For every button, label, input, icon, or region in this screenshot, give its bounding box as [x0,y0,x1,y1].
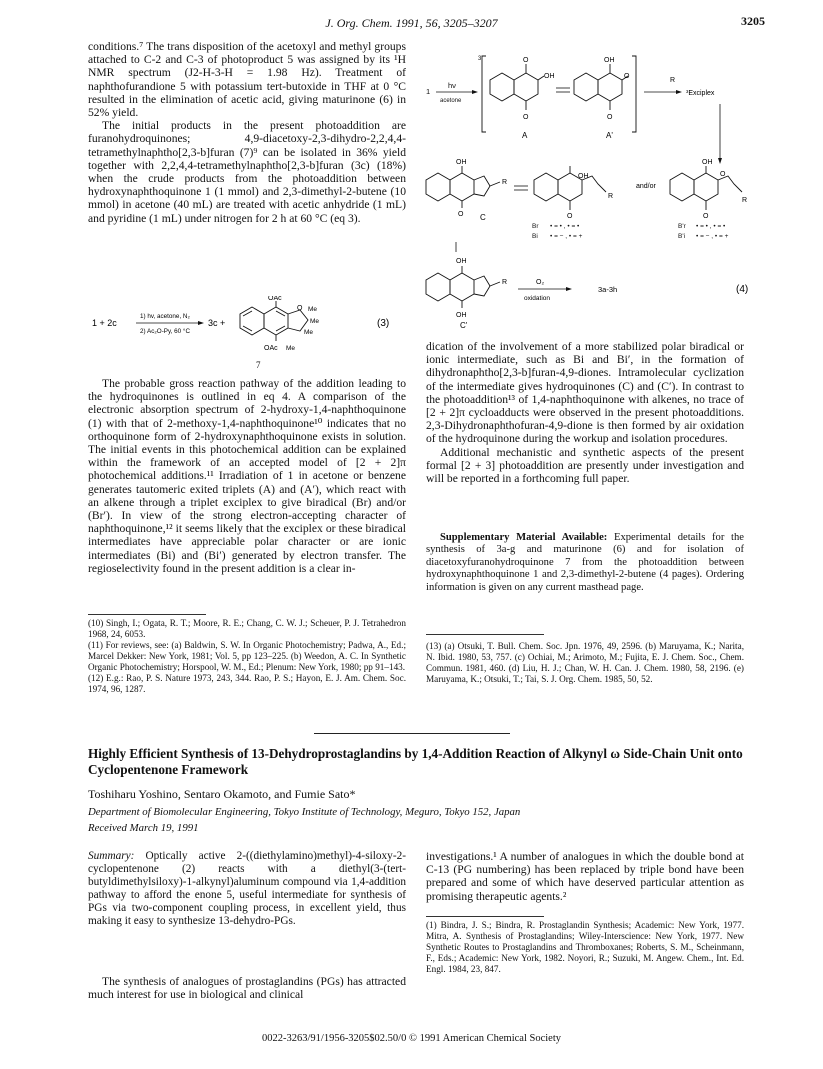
oxygen-label: O [523,114,529,121]
equation-4-scheme [420,42,760,332]
running-header [0,14,823,34]
oh-label: OH [544,73,555,80]
article-received-date: Received March 19, 1991 [88,822,199,834]
reactant-1: 1 [426,87,431,96]
bi-prime-label: B'i [678,233,686,240]
methyl-label: Me [308,306,318,313]
oh-label: OH [604,57,615,64]
structure-a [490,64,544,110]
equation-3 [88,296,406,354]
supplementary-material [426,532,744,594]
oxygen-label: O [720,171,726,178]
o2-label: O₂ [536,279,545,286]
right-footnote: (13) (a) Otsuki, T. Bull. Chem. Soc. Jpn. 1976, 49, 2596. (b) Maruyama, K.; Narita, N. Ibid. 1980, 53, 757. (c) Ochiai, M.; Arimoto, M.; Fujita, E. J. Chem. Soc., Chem. Commun. 1981, 460. (d) Liu, H. J.; Chan, W. H. Can. J. Chem. 1980, 58, 2196. (e) Maruyama, K.; Otsuki, T.; Tai, S. J. Org. Chem. 1985, 50, 52. [426,641,744,684]
r-label: R [670,77,676,84]
eq3-condition-1: 1) hv, acetone, N₂ [140,313,190,320]
article-separator [314,733,510,734]
label-a: A [522,131,528,140]
hv-label: hν [448,81,456,90]
paragraph: The probable gross reaction pathway of the addition leading to the hydroquinones is outlined in eq 4. A comparison of the electronic absorption spectrum of 2-hydroxy-1,4-naphthoquinone (1) with that of 2-methoxy-1,4-naphthoquinone¹⁰ indicates that no orthoquinone form of 2-hydroxynaphthoquinone exists in solution. The initial events in this photochemical addition can be explained within the framework of an accepted model of [2 + 2]π photochemical additions.¹¹ Irradiation of 1 in acetone or benzene generates tautomeric exited triplets (A) and (A′), which react with an alkene through a triplet exciplex to give biradical (Br) and/or (Br′). In view of the strong electron-accepting character of naphthoquinone,¹² it seems likely that the exciplex or these biradical intermediates have appreciable polar character or are ionic intermediates (Bi) and (Bi′) generated by electron transfer. The regioselectivity found in the present addition is a clear in- [88,377,406,575]
oxygen-label: O [607,114,613,121]
left-footnotes [88,618,406,695]
methyl-label: Me [310,318,320,325]
left-column-bottom [88,377,406,575]
structure-a-prime [574,64,628,110]
footnote: (10) Singh, I.; Ogata, R. T.; Moore, R. E.; Chang, C. W. J.; Scheuer, P. J. Tetrahedron 1968, 24, 6053. [88,618,406,639]
article-authors: Toshiharu Yoshino, Sentaro Okamoto, and Fumie Sato* [88,787,356,801]
label-a-prime: A' [606,131,613,140]
equation-number: (3) [377,318,390,329]
footnote: (11) For reviews, see: (a) Baldwin, S. W. In Organic Photochemistry; Padwa, A., Ed.; Marcel Dekker: New York, 1981; Vol. 5, pp 123–225. (b) Weedon, A. C. In Synthetic Organic Photochemistry; Horspool, W. M., Ed.; Plenum: New York, 1980; pp 91–143. [88,640,406,672]
oxygen-label: O [523,57,529,64]
eq3-condition-2: 2) Ac₂O-Py, 60 °C [140,328,190,335]
structure-br [534,166,606,210]
methyl-label: Me [286,345,296,352]
oh-label: OH [456,312,467,319]
article-affiliation: Department of Biomolecular Engineering, Tokyo Institute of Technology, Meguro, Tokyo 152, Japan [88,806,521,818]
oxidation-label: oxidation [524,295,551,302]
paragraph: The initial products in the present photoaddition are furanohydroquinones; 4,9-diacetoxy-2,3-dihydro-2,2,4,4-tetramethylnaphtho[2,3-b]furan (7)⁹ can be isolated in 36% yield together with 2,2,4,4-tetramethylnaphtho[2,3-b]furan (3c) (18%) when the crude products from the photoaddition between hydroxynaphthoquinone 1 (1 mmol) and 2,3-dimethyl-2-butene (10 mmol) in acetone (40 mL) are treated with acetic anhydride (1 mL) and pyridine (1 mL) under nitrogen for 2 h at 60 °C (eq 3). [88,119,406,225]
page-number: 3205 [741,14,765,28]
journal-citation: J. Org. Chem. 1991, 56, 3205–3207 [325,16,498,30]
eq3-product-3c: 3c + [208,318,226,328]
supplementary-text: Experimental details for the synthesis of 3a-g and maturinone (6) and for isolation of diacetoxyfuranohydroquinone 7 from the photoaddition between hydroxynaphthoquinone 1 and 2,3-dimethyl-2-butene (4 pages). Ordering information is given on any current masthead page. [426,532,744,593]
article-intro-left: The synthesis of analogues of prostaglandins (PGs) has attracted much interest for use in biological and clinical [88,975,406,1002]
page-footer: 0022-3263/91/1956-3205$02.50/0 © 1991 American Chemical Society [261,1033,562,1044]
r-label: R [742,197,748,204]
summary-text: Optically active 2-((diethylamino)methyl)-4-siloxy-2-cyclopentenone (2) reacts with a diethyl(3-(tert-butyldimethylsiloxy)-1-alkynyl)aluminum compound via 1,4-addition pathway to afford the enone 5, useful intermediate for synthesis of PGs via two-component coupling process, in excellent yield, thus making it easy to synthesize 13-dehydro-PGs. [88,850,406,927]
footnote-rule [426,916,544,917]
label-c: C [480,213,486,222]
article-title: Highly Efficient Synthesis of 13-Dehydroprostaglandins by 1,4-Addition Reaction of Alkynyl ω Side-Chain Unit onto Cyclopentenone Framework [88,746,743,777]
paragraph: conditions.⁷ The trans disposition of the acetoxyl and methyl groups attached to C-2 and C-3 of photoproduct 5 was assigned by its ¹H NMR spectrum (J2-H-3-H = 1.98 Hz). Treatment of naphthofurandione 5 with potassium tert-butoxide in THF at 0 °C resulted in the elimination of acetic acid, giving maturinone (6) in 52% yield. [88,40,406,120]
supplementary-label: Supplementary Material Available: [440,532,608,543]
oac-bottom-label: OAc [264,345,278,352]
eq3-reactants: 1 + 2c [92,318,117,328]
footnote-rule [88,614,206,615]
oh-label: OH [456,258,467,265]
paragraph: Additional mechanistic and synthetic aspects of the present formal [2 + 3] photoaddition are presently under investigation and will be reported in a forthcoming full paper. [426,445,744,486]
equation-number: (4) [736,284,749,295]
br-label: Br [532,223,539,230]
structure-c [426,166,500,208]
r-label: R [502,279,508,286]
article-intro-right: investigations.¹ A number of analogues in which the double bond at C-13 (PG numbering) has been replaced by triple bond have been prepared and some of which have deserved particular attention as promising therapeutic agents.² [426,850,744,903]
bi-definition: • = − , • = + [550,233,583,240]
oxygen-label: O [624,73,630,80]
methyl-label: Me [304,329,314,336]
br-prime-definition: • = • , • = • [696,223,726,230]
footnote: (12) E.g.: Rao, P. S. Nature 1973, 243, 344. Rao, P. S.; Hayon, E. J. Am. Chem. Soc. 1974, 96, 1287. [88,673,406,694]
triplet-superscript: 3 [478,56,482,62]
br-definition: • = • , • = • [550,223,580,230]
oh-label: OH [578,173,589,180]
r-label: R [608,193,614,200]
structure-c-prime [426,266,500,308]
oac-top-label: OAc [268,296,282,302]
exciplex-label: ³Exciplex [686,90,715,97]
left-column-top [88,40,406,225]
r-label: R [502,179,508,186]
oh-label: OH [702,159,713,166]
bi-prime-definition: • = − , • = + [696,233,729,240]
bi-label: Bi [532,233,538,240]
paragraph: dication of the involvement of a more stabilized polar biradical or ionic intermediate, such as Bi and Bi′, in the formation of dihydronaphtho[2,3-b]furan-4,9-diones. Intramolecular cyclization of the intermediate gives hydroquinones (C) and (C′). In contrast to the photoaddition¹³ of 1,4-naphthoquinone with alkenes, no trace of [2 + 2]π cycloadducts were observed in the present photoadditions. 2,3-Dihydronaphthofuran-4,9-dione is then formed by air oxidation of the hydroquinone during the workup and isolation procedures. [426,340,744,446]
br-prime-label: B'r [678,223,686,230]
footnote-rule [426,634,544,635]
oxygen-label: O [458,211,464,218]
ring-oxygen-label: O [297,305,303,312]
acetone-label: acetone [440,98,462,104]
structure-br-prime [670,166,742,210]
right-column [426,340,744,485]
oxygen-label: O [703,213,709,220]
compound-number-7: 7 [256,360,261,370]
label-c-prime: C' [460,321,468,330]
product-label: 3a-3h [598,285,618,294]
article-footnote: (1) Bindra, J. S.; Bindra, R. Prostaglandin Synthesis; Academic: New York, 1977. Mitra, A. Synthesis of Prostaglandins; Wiley-Interscience: New York, 1977. New Synthetic Routes to Prostaglandins and Thromboxanes; Roberts, S. M., Scheinmann, F., Eds.; Academic: New York, 1982. Noyori, R.; Suzuki, M. Angew. Chem., Int. Ed. Engl. 1984, 23, 847. [426,920,744,974]
oh-label: OH [456,159,467,166]
and-or-label: and/or [636,183,656,190]
article-summary [88,850,406,928]
oxygen-label: O [567,213,573,220]
summary-label: Summary: [88,850,135,862]
